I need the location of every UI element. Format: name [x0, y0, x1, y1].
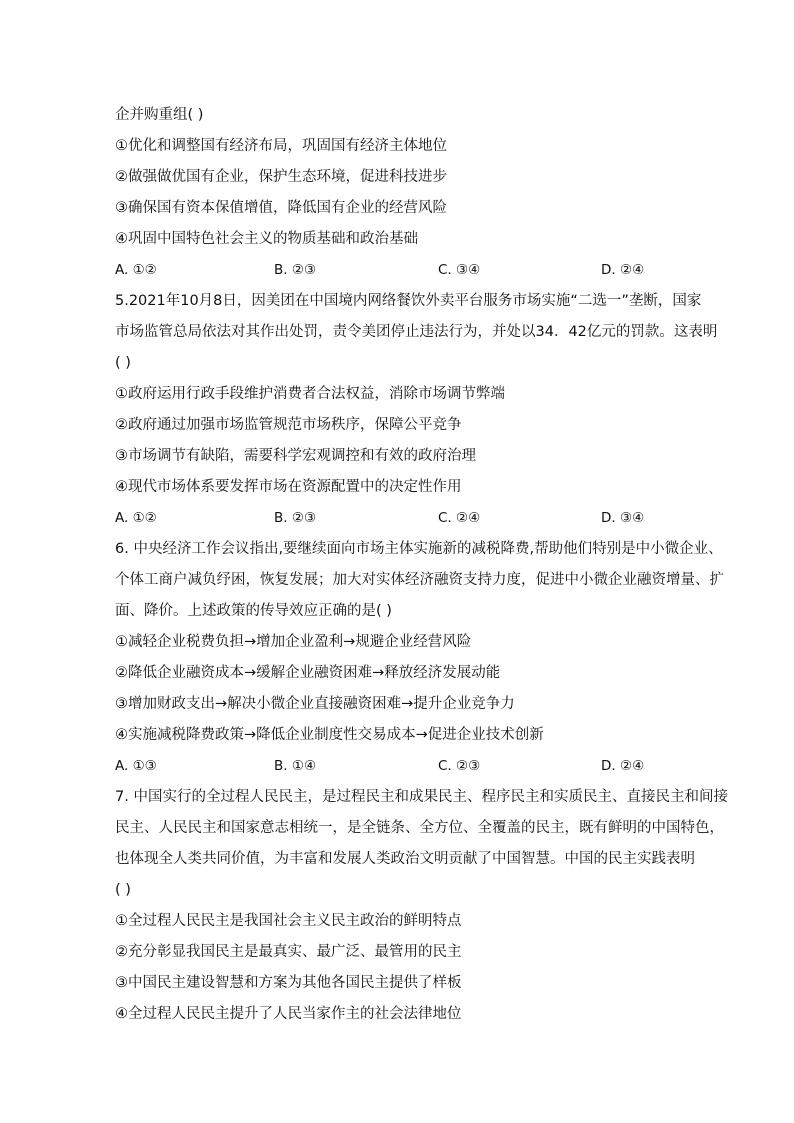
question-7	[115, 782, 728, 1030]
question-7-statement-4: ④全过程人民民主提升了人民当家作主的社会法律地位	[115, 1006, 462, 1022]
question-6-options	[115, 751, 705, 782]
question-7-stem-line-3: 也体现全人类共同价值，为丰富和发展人类政治文明贡献了中国智慧。中国的民主实践表明	[115, 851, 695, 867]
question-7-statement-3: ③中国民主建设智慧和方案为其他各国民主提供了样板	[115, 975, 462, 991]
question-4-option-a: A. ①②	[115, 262, 157, 278]
question-4-statement-2: ②做强做优国有企业，保护生态环境，促进科技进步	[115, 169, 447, 185]
question-4-option-c: C. ③④	[438, 262, 481, 278]
question-6-option-c: C. ②③	[438, 758, 481, 774]
question-7-stem-line-2: 民主、人民民主和国家意志相统一，是全链条、全方位、全覆盖的民主，既有鲜明的中国特色，	[115, 820, 724, 836]
question-4-statement-3: ③确保国有资本保值增值，降低国有企业的经营风险	[115, 200, 447, 216]
question-5	[115, 286, 718, 534]
question-6-statement-3: ③增加财政支出→解决小微企业直接融资困难→提升企业竞争力	[115, 696, 515, 712]
question-5-statement-3: ③市场调节有缺陷，需要科学宏观调控和有效的政府治理	[115, 448, 476, 464]
question-5-stem-line-2: 市场监管总局依法对其作出处罚，责令美团停止违法行为，并处以34．42亿元的罚款。这表明	[115, 324, 718, 340]
question-6-statement-4: ④实施减税降费政策→降低企业制度性交易成本→促进企业技术创新	[115, 727, 544, 743]
question-6-stem-line-1: 6. 中央经济工作会议指出,要继续面向市场主体实施新的减税降费,帮助他们特别是中小微企业、	[115, 541, 723, 557]
question-4-option-b: B. ②③	[274, 262, 317, 278]
page-content	[115, 100, 728, 1030]
question-6-option-d: D. ②④	[601, 758, 645, 774]
question-6-stem-line-3: 面、降价。上述政策的传导效应正确的是( )	[115, 603, 392, 619]
question-6	[115, 534, 724, 782]
question-4-stem-tail: 企并购重组( )	[115, 107, 204, 123]
question-4-options	[115, 255, 705, 286]
question-5-stem-line-3: ( )	[115, 355, 131, 371]
question-7-statement-2: ②充分彰显我国民主是最真实、最广泛、最管用的民主	[115, 944, 462, 960]
question-5-statement-4: ④现代市场体系要发挥市场在资源配置中的决定性作用	[115, 479, 462, 495]
question-7-statement-1: ①全过程人民民主是我国社会主义民主政治的鲜明特点	[115, 913, 462, 929]
question-5-option-b: B. ②③	[274, 510, 317, 526]
question-5-option-d: D. ③④	[601, 510, 645, 526]
question-4-option-d: D. ②④	[601, 262, 645, 278]
question-7-stem-line-4: ( )	[115, 882, 131, 898]
question-5-stem-line-1: 5.2021年10月8日，因美团在中国境内网络餐饮外卖平台服务市场实施“二选一”垄断，国家	[115, 293, 702, 309]
question-5-statement-1: ①政府运用行政手段维护消费者合法权益，消除市场调节弊端	[115, 386, 505, 402]
question-5-option-a: A. ①②	[115, 510, 157, 526]
question-6-stem-line-2: 个体工商户减负纾困，恢复发展；加大对实体经济融资支持力度，促进中小微企业融资增量、扩	[115, 572, 724, 588]
question-6-option-a: A. ①③	[115, 758, 157, 774]
question-5-option-c: C. ②④	[438, 510, 481, 526]
question-4	[115, 100, 705, 286]
question-5-options	[115, 503, 705, 534]
question-7-stem-line-1: 7. 中国实行的全过程人民民主，是过程民主和成果民主、程序民主和实质民主、直接民主和间接	[115, 789, 728, 805]
question-6-statement-2: ②降低企业融资成本→缓解企业融资困难→释放经济发展动能	[115, 665, 501, 681]
question-4-statement-4: ④巩固中国特色社会主义的物质基础和政治基础	[115, 231, 418, 247]
question-4-statement-1: ①优化和调整国有经济布局，巩固国有经济主体地位	[115, 138, 447, 154]
question-6-statement-1: ①减轻企业税费负担→增加企业盈利→规避企业经营风险	[115, 634, 472, 650]
question-6-option-b: B. ①④	[274, 758, 317, 774]
question-5-statement-2: ②政府通过加强市场监管规范市场秩序，保障公平竞争	[115, 417, 462, 433]
